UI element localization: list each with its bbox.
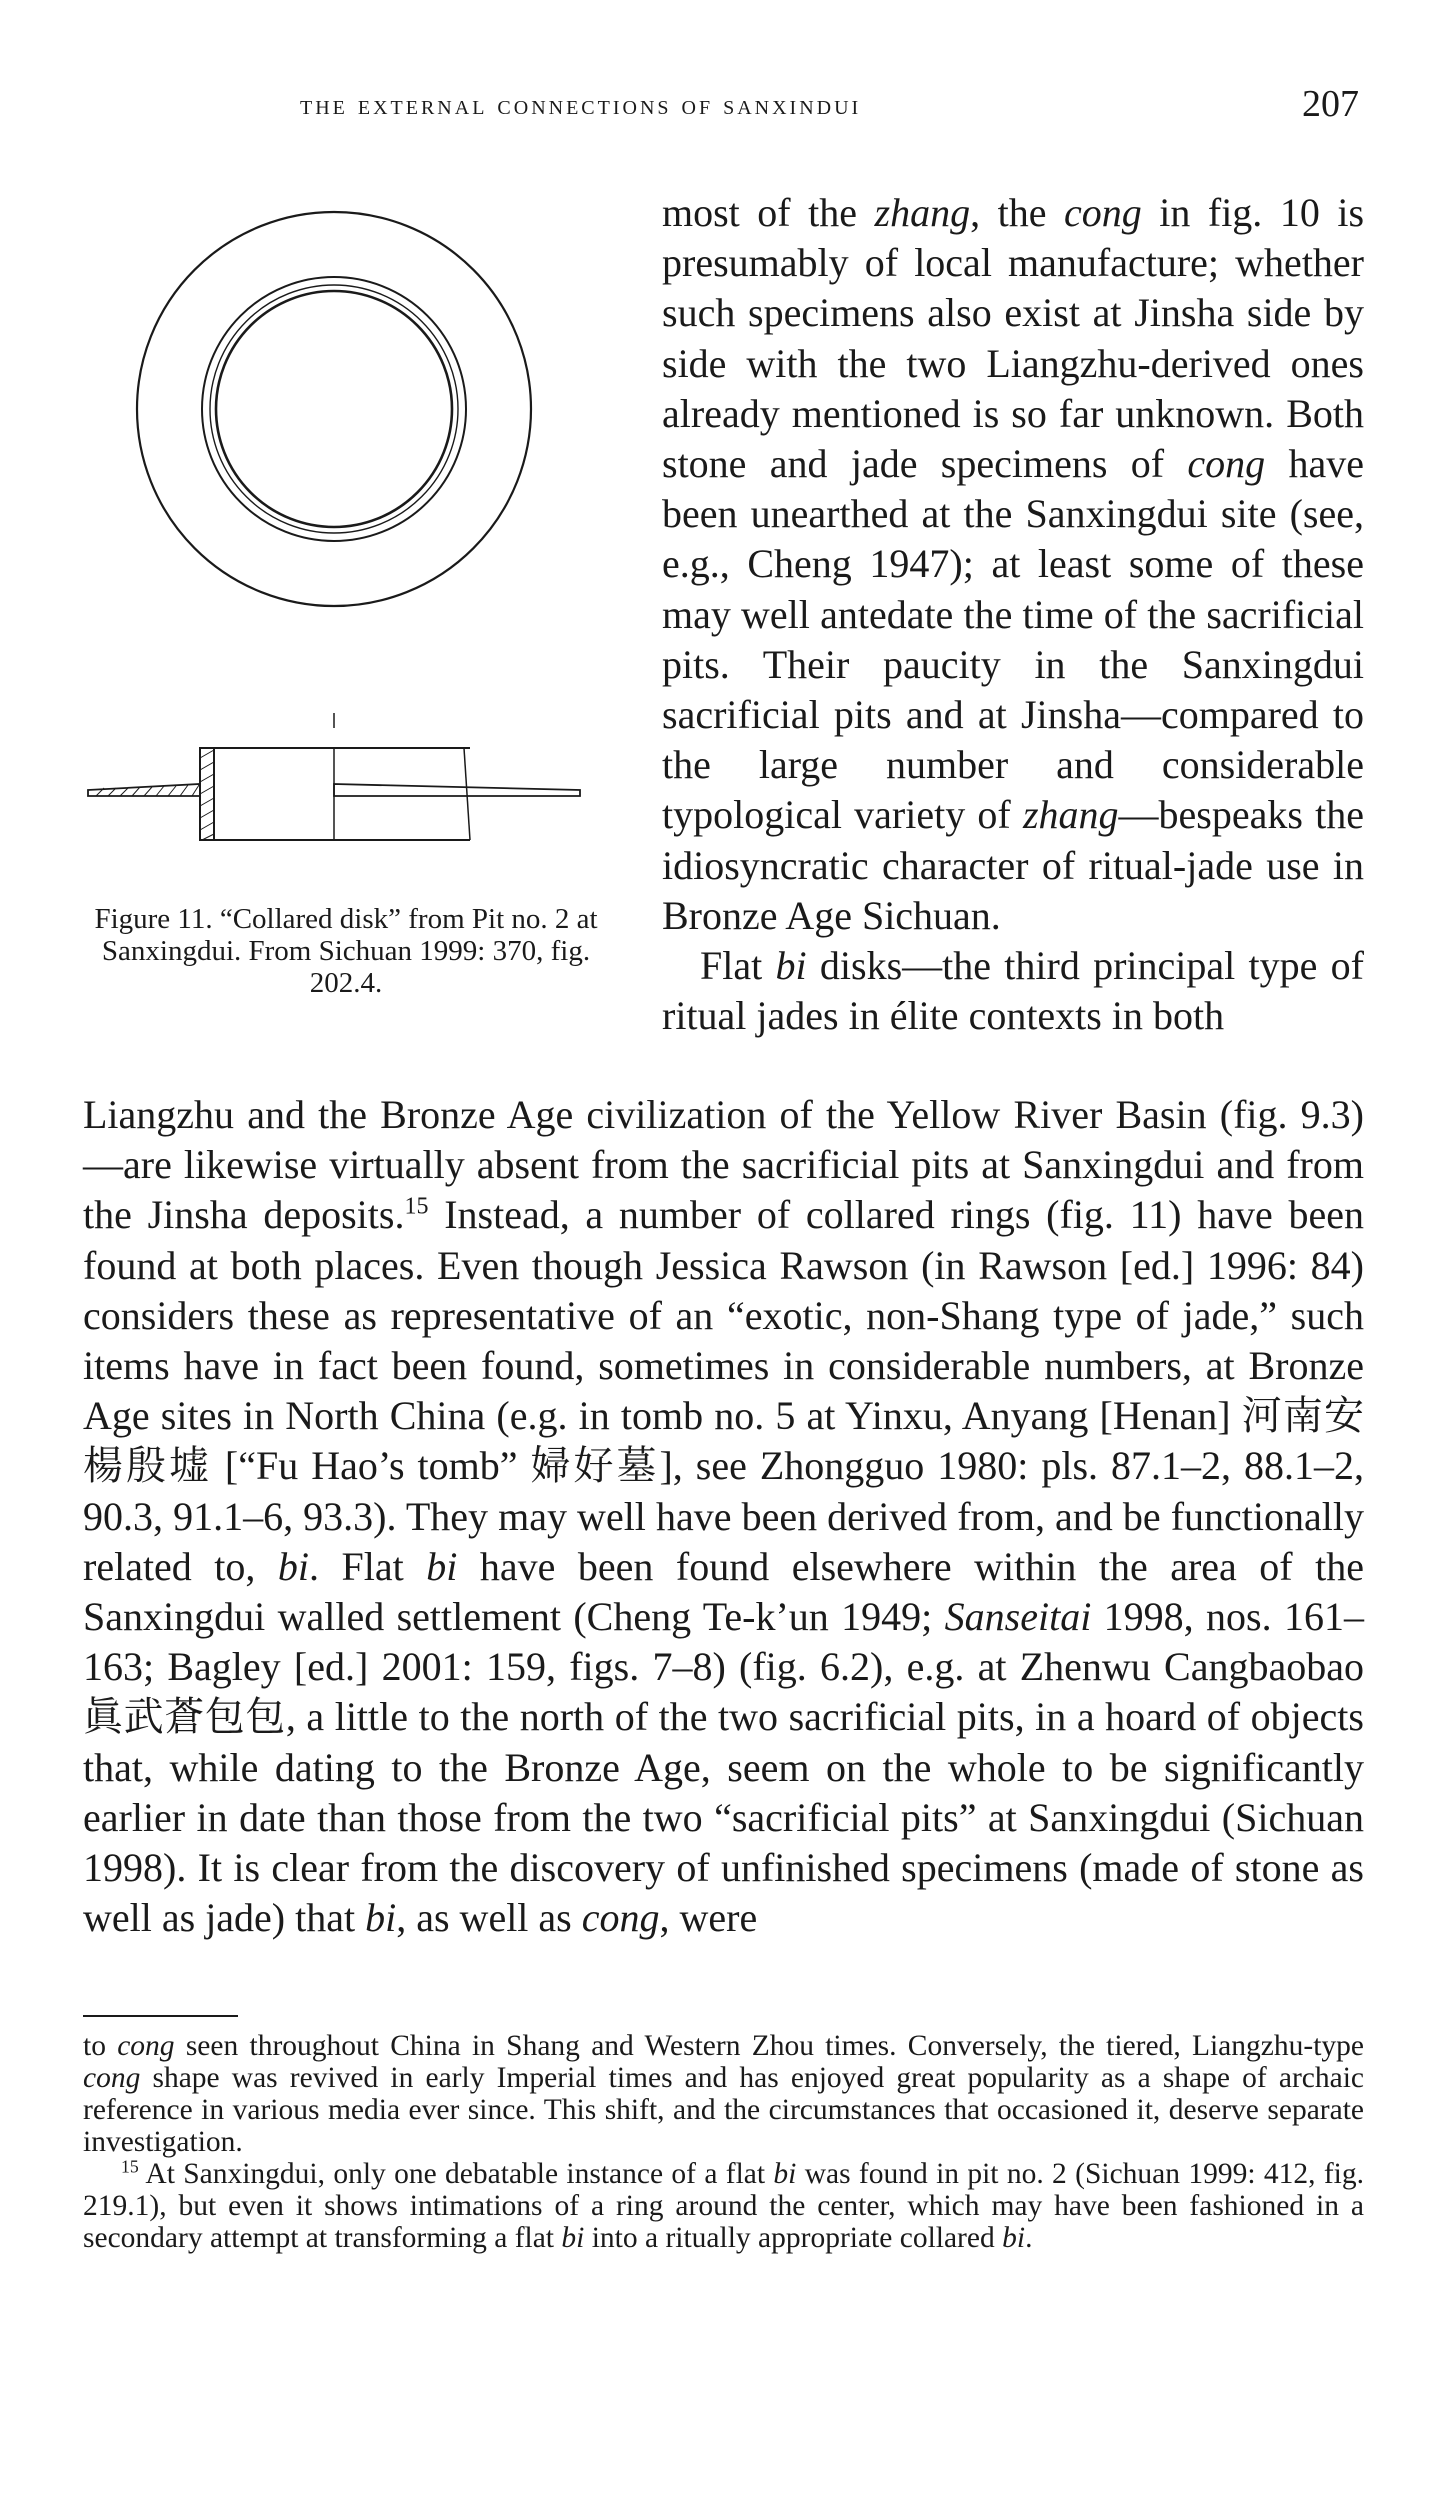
italic-term: zhang: [874, 190, 971, 235]
text-column-right: [662, 188, 1364, 1041]
italic-term: bi: [426, 1543, 458, 1589]
text-span: shape was revived in early Imperial times and has enjoyed great popularity as a shape of archaic reference in various media ever since. This shift, and the circumstances that occasioned it, deserve separate investigation.: [83, 2062, 1364, 2158]
italic-term: bi: [775, 943, 807, 989]
text-span: have been unearthed at the Sanxingdui site (see, e.g., Cheng 1947); at least some of these may well antedate the time of the sacrificial pits. Their paucity in the Sanxingdui sacrificial pits and at Jinsha—compared to the large number and considerable typological variety of: [662, 441, 1364, 838]
italic-term: cong: [83, 2062, 141, 2094]
text-span: . Flat: [309, 1543, 427, 1589]
text-span: , were: [659, 1895, 758, 1941]
italic-term: zhang: [1022, 792, 1119, 838]
italic-term: bi: [561, 2222, 585, 2254]
footnote-separator: [83, 2015, 238, 2017]
footnote-continued: [83, 2030, 1364, 2158]
text-span: , the: [970, 190, 1064, 235]
text-span: .: [1025, 2222, 1033, 2254]
text-span: was found in pit no. 2 (Sichuan 1999: 412, fig. 219.1), but even it shows intimations of a ring around the center, which may have been fashioned in a secondary attempt at transforming a flat: [83, 2158, 1364, 2254]
running-title: the external connections of sanxindui: [300, 90, 862, 121]
text-span: most of the: [662, 190, 875, 235]
footnote-15: [83, 2158, 1364, 2254]
footnote-marker[interactable]: 15: [404, 1194, 429, 1221]
italic-term: bi: [365, 1895, 397, 1941]
italic-term: bi: [277, 1543, 310, 1589]
text-span: have been found elsewhere within the area of the Sanxingdui walled settlement (Cheng Te-k’un 1949;: [83, 1543, 1364, 1640]
figure-caption: Figure 11. “Collared disk” from Pit no. 2 at Sanxingdui. From Sichuan 1999: 370, fig. 202.4.: [94, 903, 598, 999]
page-header: [0, 78, 1442, 128]
text-span: in fig. 10 is presumably of local manufacture; whether such specimens also exist at Jinsha side by side with the two Liangzhu-derived ones already mentioned is so far unknown. Both stone and jade specimens of: [662, 190, 1365, 487]
text-span: 1998, nos. 161–163; Bagley [ed.] 2001: 159, figs. 7–8) (fig. 6.2), e.g. at Zhenwu Cangbaobao 眞武蒼包包, a little to the north of the two sacrificial pits, in a hoard of objects that, while dating to the Bronze Age, seem on the whole to be significantly earlier in date than those from the two “sacrificial pits” at Sanxingdui (Sichuan 1998). It is clear from the discovery of unfinished specimens (made of stone as well as jade) that: [83, 1594, 1364, 1941]
text-span: Flat: [700, 943, 776, 989]
disk-plan-view: [137, 212, 531, 606]
page-number: 207: [1302, 83, 1359, 125]
paragraph-bi-start: [662, 941, 1364, 1041]
footnotes: [83, 2030, 1364, 2254]
text-span: Instead, a number of collared rings (fig. 11) have been found at both places. Even though Jessica Rawson (in Rawson [ed.] 1996: 84) considers these as representative of an “exotic, non-Shang type of jade,” such items have in fact been found, sometimes in considerable numbers, at Bronze Age sites in North China (e.g. in tomb no. 5 at Yinxu, Anyang [Henan] 河南安楊殷墟 [“Fu Hao’s tomb” 婦好墓], see Zhongguo 1980: pls. 87.1–2, 88.1–2, 90.3, 91.1–6, 93.3). They may well have been derived from, and be functionally related to,: [83, 1192, 1364, 1589]
text-span: At Sanxingdui, only one debatable instance of a flat: [138, 2158, 774, 2190]
italic-term: cong: [581, 1895, 660, 1941]
italic-term: Sanseitai: [944, 1594, 1092, 1640]
text-span: —bespeaks the idiosyncratic character of ritual-jade use in Bronze Age Sichuan.: [662, 792, 1364, 938]
figure-collared-disk: [80, 190, 610, 1020]
paragraph-cong: [662, 188, 1364, 941]
text-span: Liangzhu and the Bronze Age civilization of the Yellow River Basin (fig. 9.3)—are likewise virtually absent from the sacrificial pits at Sanxingdui and from the Jinsha deposits.: [83, 1092, 1364, 1238]
collared-disk-drawing: [80, 190, 610, 890]
text-span: , as well as: [396, 1895, 582, 1941]
italic-term: cong: [117, 2030, 175, 2062]
footnote-number: 15: [121, 2156, 139, 2177]
text-span: seen throughout China in Shang and Western Zhou times. Conversely, the tiered, Liangzhu-type: [174, 2030, 1364, 2062]
text-span: into a ritually appropriate collared: [584, 2222, 1003, 2254]
italic-term: bi: [773, 2158, 797, 2190]
paragraph-bi-continued: [83, 1090, 1364, 1943]
text-span: disks—the third principal type of ritual jades in élite contexts in both: [662, 943, 1364, 1039]
disk-section-view: [88, 713, 580, 840]
text-body-full-width: [83, 1090, 1364, 1943]
italic-term: bi: [1002, 2222, 1026, 2254]
italic-term: cong: [1187, 441, 1266, 487]
text-span: to: [83, 2030, 118, 2062]
italic-term: cong: [1063, 190, 1142, 235]
